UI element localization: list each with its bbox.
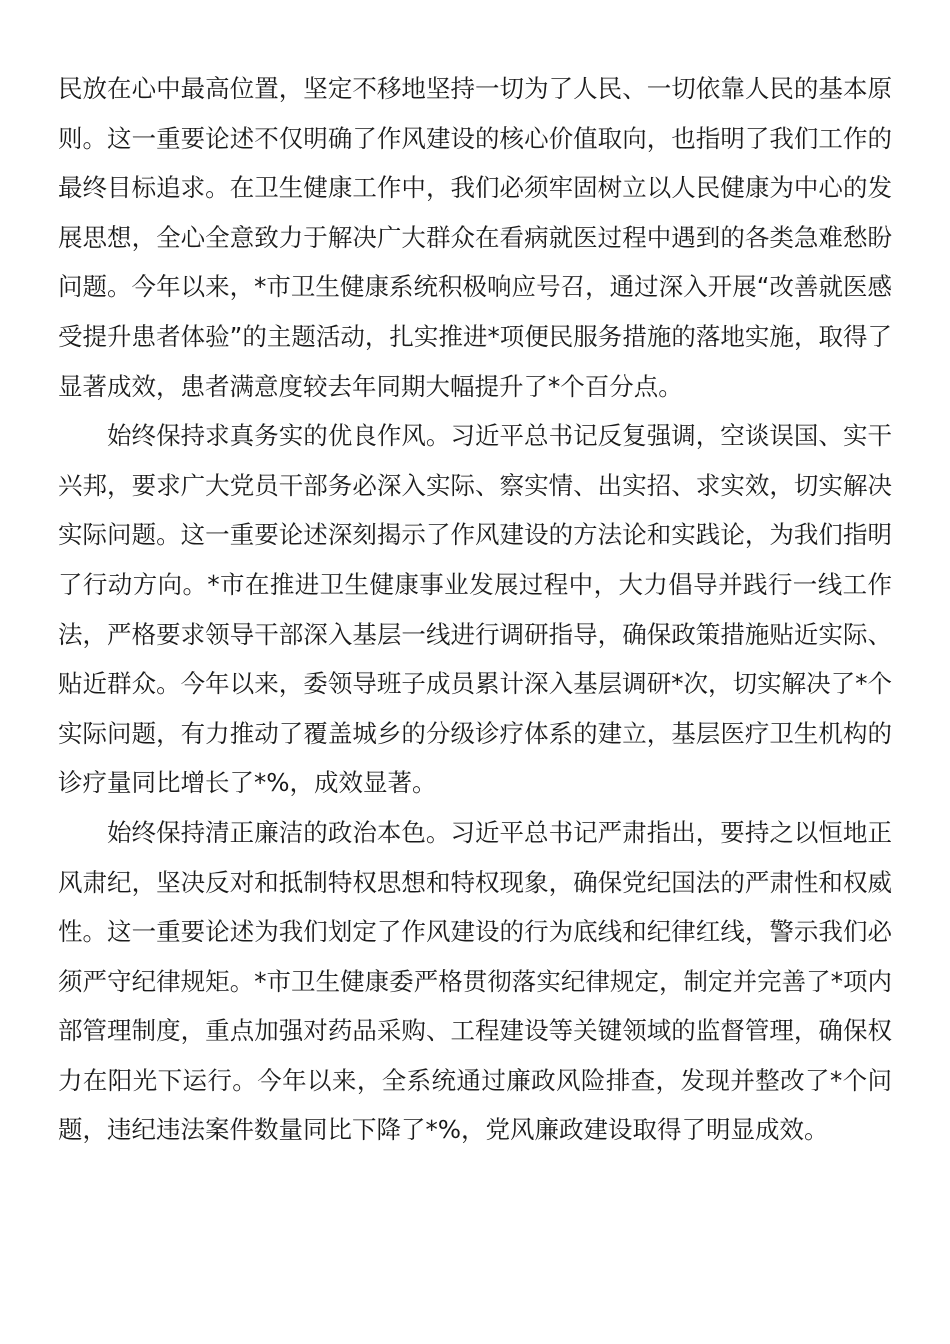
paragraph-practical-style: 始终保持求真务实的优良作风。习近平总书记反复强调，空谈误国、实干兴邦，要求广大党员干部务必深入实际、察实情、出实招、求实效，切实解决实际问题。这一重要论述深刻揭示了作风建设的方法论和实践论，为我们指明了行动方向。*市在推进卫生健康事业发展过程中，大力倡导并践行一线工作法，严格要求领导干部深入基层一线进行调研指导，确保政策措施贴近实际、贴近群众。今年以来，委领导班子成员累计深入基层调研*次，切实解决了*个实际问题，有力推动了覆盖城乡的分级诊疗体系的建立，基层医疗卫生机构的诊疗量同比增长了*%，成效显著。	[58, 421, 892, 798]
paragraph-integrity: 始终保持清正廉洁的政治本色。习近平总书记严肃指出，要持之以恒地正风肃纪，坚决反对和抵制特权思想和特权现象，确保党纪国法的严肃性和权威性。这一重要论述为我们划定了作风建设的行为底线和纪律红线，警示我们必须严守纪律规矩。*市卫生健康委严格贯彻落实纪律规定，制定并完善了*项内部管理制度，重点加强对药品采购、工程建设等关键领域的监督管理，确保权力在阳光下运行。今年以来，全系统通过廉政风险排查，发现并整改了*个问题，违纪违法案件数量同比下降了*%，党风廉政建设取得了明显成效。	[58, 817, 892, 1145]
paragraph-continuation: 民放在心中最高位置，坚定不移地坚持一切为了人民、一切依靠人民的基本原则。这一重要论述不仅明确了作风建设的核心价值取向，也指明了我们工作的最终目标追求。在卫生健康工作中，我们必须牢固树立以人民健康为中心的发展思想，全心全意致力于解决广大群众在看病就医过程中遇到的各类急难愁盼问题。今年以来，*市卫生健康系统积极响应号召，通过深入开展“改善就医感受提升患者体验”的主题活动，扎实推进*项便民服务措施的落地实施，取得了显著成效，患者满意度较去年同期大幅提升了*个百分点。	[58, 74, 892, 401]
document-body	[58, 64, 892, 1155]
